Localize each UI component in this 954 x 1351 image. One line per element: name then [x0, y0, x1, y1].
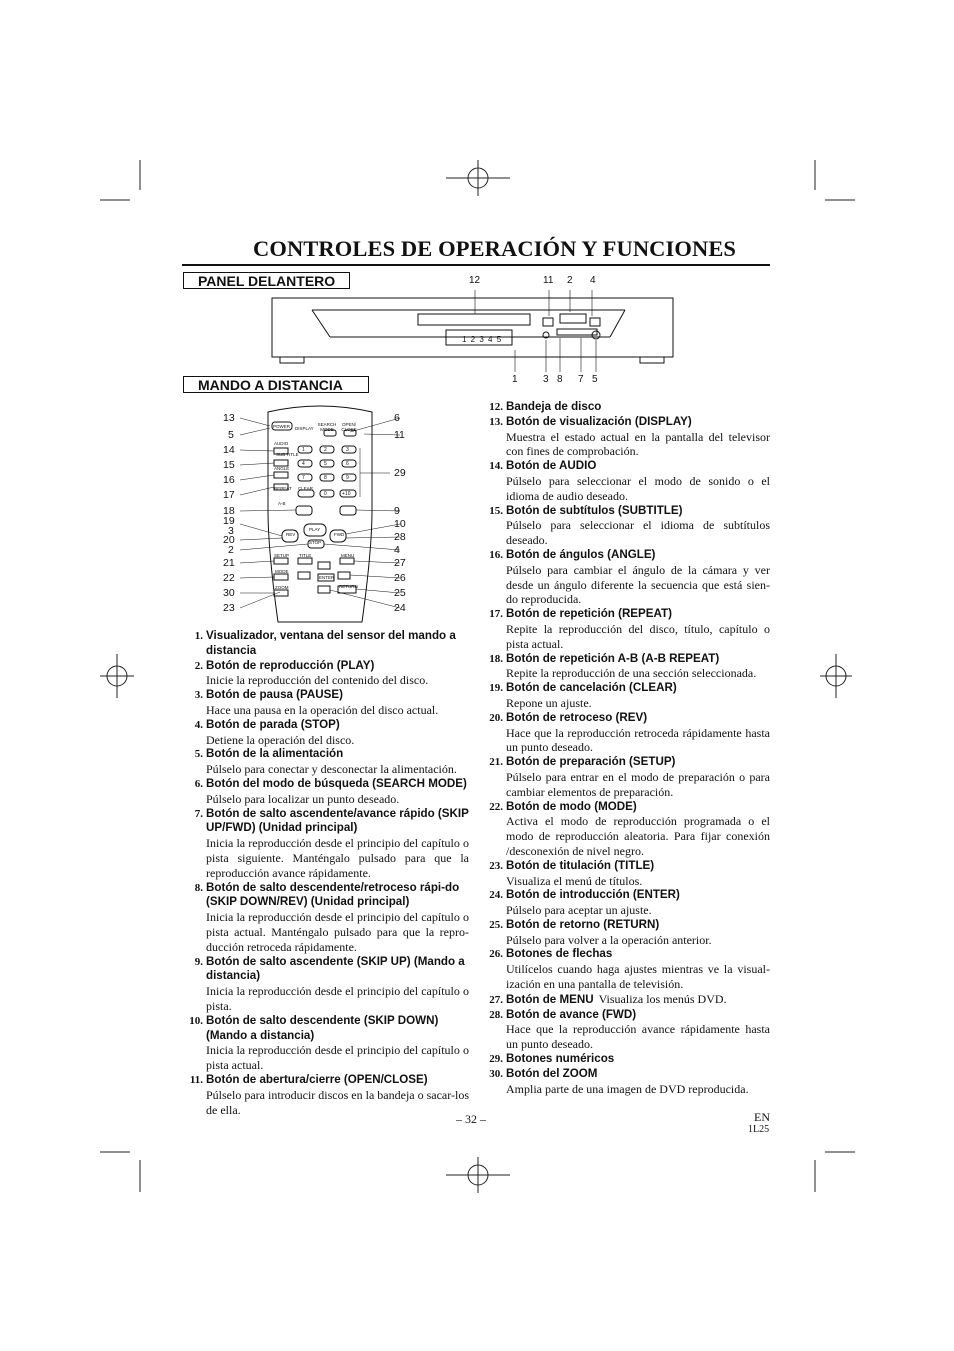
callout-front-12: 12 — [469, 275, 481, 286]
description-item — [483, 888, 770, 918]
item-title: Botón de salto ascendente/avance rápido (SKIP UP/FWD) (Unidad principal) — [206, 806, 469, 835]
item-title: Botón de pausa (PAUSE) — [206, 688, 343, 702]
callout-front-1: 1 — [512, 374, 518, 385]
item-title: Botones de flechas — [506, 947, 613, 961]
item-number: 10. — [189, 1014, 203, 1027]
remote-label-zero: 0 — [324, 491, 327, 497]
item-title: Botón de retroceso (REV) — [506, 710, 648, 724]
item-description: Inicia la reproducción desde el principio del capítulo o pista siguiente. Manténgalo pulsado para que la reproducción avance rápidamente. — [206, 836, 469, 880]
item-description: Detiene la operación del disco. — [206, 732, 355, 747]
remote-label-return: RETURN — [339, 584, 358, 589]
remote-label-mode: MODE — [275, 569, 289, 574]
callout-remote-10: 10 — [394, 518, 406, 530]
description-item — [483, 992, 770, 1008]
item-number: 9. — [194, 955, 203, 968]
front-panel-illustration — [270, 282, 690, 372]
item-description: Púlselo para cambiar el ángulo de la cámara y ver desde un ángulo diferente la secuencia que está sien-do reproducida. — [506, 562, 770, 607]
callout-remote-18: 18 — [223, 505, 235, 517]
item-description: Inicia la reproducción desde el principio del capítulo o pista. — [206, 984, 469, 1013]
item-heading — [483, 681, 770, 696]
remote-label-power: POWER — [273, 424, 291, 429]
item-heading — [183, 881, 469, 911]
item-description: Muestra el estado actual en la pantalla del televisor con fines de comprobación. — [506, 429, 770, 459]
item-description: Utilícelos cuando haga ajustes mientras ve la visual-ización en una pantalla de televisión. — [506, 962, 770, 992]
item-heading — [483, 918, 770, 933]
display-readout: 1 2 3 4 5 — [462, 335, 503, 344]
section-remote: MANDO A DISTANCIA — [183, 376, 369, 393]
page-number: – 32 – — [456, 1112, 486, 1126]
remote-digit-2: 2 — [324, 447, 327, 453]
item-heading — [483, 548, 770, 563]
item-description: Amplia parte de una imagen de DVD reproducida. — [506, 1081, 749, 1096]
remote-label-rev: REV — [286, 532, 296, 537]
callout-remote-14: 14 — [223, 444, 235, 456]
item-heading — [483, 947, 770, 962]
callout-remote-4: 4 — [394, 544, 400, 556]
description-item — [483, 711, 770, 755]
description-item — [183, 688, 469, 718]
callout-remote-3: 3 — [228, 525, 234, 537]
callout-front-5: 5 — [592, 374, 598, 385]
callout-front-3: 3 — [543, 374, 549, 385]
item-description: Hace una pausa en la operación del disco actual. — [206, 702, 439, 717]
description-item — [483, 652, 770, 682]
item-number: 17. — [489, 608, 503, 621]
item-heading — [183, 629, 469, 659]
item-title: Botón de retorno (RETURN) — [506, 917, 660, 931]
item-number: 15. — [489, 504, 503, 517]
item-title: Botón de abertura/cierre (OPEN/CLOSE) — [206, 1072, 428, 1086]
item-title: Botón de repetición A-B (A-B REPEAT) — [506, 651, 720, 665]
item-number: 1. — [194, 630, 203, 642]
callout-remote-25: 25 — [394, 587, 406, 599]
item-title: Botón de cancelación (CLEAR) — [506, 681, 677, 695]
language-code: EN — [754, 1110, 770, 1124]
callout-front-7: 7 — [578, 374, 584, 385]
item-heading — [183, 1073, 469, 1088]
remote-illustration — [240, 400, 400, 630]
remote-digit-1: 1 — [302, 447, 305, 453]
remote-label-fwd: FWD — [334, 532, 345, 537]
item-number: 5. — [194, 748, 203, 761]
description-item — [183, 659, 469, 689]
item-heading — [483, 607, 770, 622]
item-title: Visualizador, ventana del sensor del mando a distancia — [206, 629, 456, 657]
description-item — [483, 415, 770, 459]
callout-remote-9: 9 — [394, 505, 400, 517]
item-title: Botón de introducción (ENTER) — [506, 888, 680, 902]
remote-label-zoom: ZOOM — [275, 585, 289, 590]
right-column — [483, 400, 770, 1096]
item-title: Botón de MENU — [506, 992, 594, 1006]
callout-remote-23: 23 — [223, 602, 235, 614]
item-number: 8. — [194, 881, 203, 894]
description-item — [483, 947, 770, 991]
remote-label-menu: MENU — [341, 553, 355, 558]
item-title: Botón de ángulos (ANGLE) — [506, 547, 656, 561]
item-heading — [483, 711, 770, 726]
item-title: Botón de la alimentación — [206, 747, 344, 761]
item-description: Inicie la reproducción del contenido del disco. — [206, 673, 429, 688]
description-item — [183, 1014, 469, 1073]
callout-remote-27: 27 — [394, 557, 406, 569]
callout-remote-19: 19 — [223, 515, 235, 527]
item-heading — [483, 1052, 770, 1067]
description-item — [483, 755, 770, 799]
callout-front-4: 4 — [590, 275, 596, 286]
description-item — [183, 1073, 469, 1117]
remote-digit-7: 7 — [302, 475, 305, 481]
item-title: Botón de salto descendente (SKIP DOWN) (Mando a distancia) — [206, 1013, 439, 1042]
item-title: Botón del modo de búsqueda (SEARCH MODE) — [206, 776, 467, 790]
item-heading — [483, 415, 770, 430]
item-title: Botón de avance (FWD) — [506, 1007, 637, 1021]
item-number: 12. — [489, 401, 503, 413]
item-number: 24. — [489, 889, 503, 902]
description-item — [183, 718, 469, 748]
remote-label-setup: SETUP — [274, 553, 290, 558]
item-number: 28. — [489, 1008, 503, 1021]
remote-digit-8: 8 — [324, 475, 327, 481]
item-heading — [183, 688, 469, 703]
description-item — [183, 807, 469, 881]
callout-remote-16: 16 — [223, 474, 235, 486]
item-number: 27. — [489, 993, 503, 1006]
item-heading — [483, 888, 770, 903]
item-number: 23. — [489, 859, 503, 872]
remote-digit-4: 4 — [302, 461, 305, 467]
item-number: 13. — [489, 415, 503, 428]
item-heading — [483, 652, 770, 667]
item-title: Botones numéricos — [506, 1052, 615, 1066]
item-description: Repone un ajuste. — [506, 695, 592, 710]
callout-remote-30: 30 — [223, 587, 235, 599]
description-item — [483, 1052, 770, 1067]
document-code: 1L25 — [748, 1124, 770, 1135]
left-column — [183, 629, 469, 1117]
callout-remote-28: 28 — [394, 531, 406, 543]
item-description: Inicia la reproducción desde el principio del capítulo o pista actual. — [206, 1043, 469, 1073]
item-description: Púlselo para conectar y desconectar la alimentación. — [206, 762, 457, 777]
callout-remote-20: 20 — [223, 534, 235, 546]
item-heading — [183, 777, 469, 792]
item-description: Repite la reproducción de una sección seleccionada. — [506, 666, 757, 681]
item-description: Púlselo para volver a la operación anterior. — [506, 932, 712, 947]
item-heading — [483, 504, 770, 519]
item-number: 2. — [194, 659, 203, 672]
callout-remote-2: 2 — [228, 544, 234, 556]
item-number: 6. — [194, 777, 203, 790]
remote-label-title: TITLE — [299, 553, 312, 558]
remote-label-ab: A-B — [278, 501, 286, 506]
item-number: 14. — [489, 460, 503, 473]
item-heading — [483, 859, 770, 874]
description-item — [483, 400, 770, 415]
remote-label-display: DISPLAY — [295, 426, 314, 431]
item-heading — [183, 955, 469, 985]
description-item — [483, 504, 770, 548]
item-heading — [483, 1067, 770, 1082]
item-heading — [483, 800, 770, 815]
item-description: Púlselo para seleccionar el modo de sonido o el idioma de audio deseado. — [506, 473, 770, 503]
remote-digit-3: 3 — [346, 447, 349, 453]
item-title: Botón de AUDIO — [506, 459, 597, 473]
item-heading — [483, 755, 770, 770]
item-heading — [183, 718, 469, 733]
callout-front-8: 8 — [557, 374, 563, 385]
description-item — [483, 459, 770, 503]
item-description: Activa el modo de reproducción programada o el modo de reproducción aleatoria. Para fijar conexión /desconexión de nivel negro. — [506, 814, 770, 858]
remote-label-enter: ENTER — [319, 575, 335, 580]
item-number: 29. — [489, 1053, 503, 1066]
callout-remote-24: 24 — [394, 602, 406, 614]
callout-front-2: 2 — [567, 275, 573, 286]
callout-remote-13: 13 — [223, 412, 235, 424]
callout-front-11: 11 — [543, 275, 554, 286]
description-item — [183, 955, 469, 1014]
remote-label-clear: CLEAR — [298, 486, 314, 491]
item-title: Botón de reproducción (PLAY) — [206, 658, 375, 672]
description-item — [483, 918, 770, 948]
description-item — [483, 548, 770, 607]
item-inline-description: Visualiza los menús DVD. — [598, 991, 727, 1006]
remote-label-repeat: REPEAT — [274, 486, 292, 491]
item-number: 11. — [189, 1073, 203, 1086]
item-heading — [183, 659, 469, 674]
section-front-panel: PANEL DELANTERO — [183, 272, 350, 289]
description-item — [183, 881, 469, 955]
item-description: Inicia la reproducción desde el principio del capítulo o pista actual. Manténgalo pulsado para que la repro-ducción retroceda rápidamente. — [206, 910, 469, 954]
item-title: Botón de titulación (TITLE) — [506, 858, 655, 872]
item-number: 22. — [489, 800, 503, 813]
remote-digit-5: 5 — [324, 461, 327, 467]
description-item — [483, 1008, 770, 1052]
callout-remote-5: 5 — [228, 429, 234, 441]
item-heading — [483, 1008, 770, 1023]
callout-remote-11: 11 — [394, 429, 405, 441]
page-title: CONTROLES DE OPERACIÓN Y FUNCIONES — [253, 236, 737, 261]
callout-remote-6: 6 — [394, 412, 400, 424]
callout-remote-26: 26 — [394, 572, 406, 584]
item-number: 20. — [489, 711, 503, 724]
item-description: Púlselo para seleccionar el idioma de subtítulos deseado. — [506, 518, 770, 548]
item-title: Botón de subtítulos (SUBTITLE) — [506, 503, 683, 517]
remote-label-search: SEARCH MODE — [317, 422, 337, 432]
item-heading — [483, 459, 770, 474]
item-heading — [483, 992, 770, 1008]
item-heading — [483, 400, 770, 415]
item-number: 19. — [489, 682, 503, 695]
item-heading — [183, 1014, 469, 1044]
item-title: Botón del ZOOM — [506, 1066, 598, 1080]
item-number: 16. — [489, 548, 503, 561]
remote-digit-9: 9 — [346, 475, 349, 481]
callout-remote-15: 15 — [223, 459, 235, 471]
description-item — [483, 1067, 770, 1097]
item-title: Bandeja de disco — [506, 400, 602, 413]
item-title: Botón de visualización (DISPLAY) — [506, 414, 692, 428]
description-item — [483, 607, 770, 651]
callout-remote-17: 17 — [223, 489, 235, 501]
item-description: Hace que la reproducción retroceda rápidamente hasta un punto deseado. — [506, 725, 770, 755]
item-title: Botón de modo (MODE) — [506, 799, 637, 813]
callout-remote-21: 21 — [223, 557, 235, 569]
item-title: Botón de parada (STOP) — [206, 717, 340, 731]
remote-label-play: PLAY — [309, 527, 321, 532]
description-item — [483, 859, 770, 889]
description-item — [483, 800, 770, 859]
item-number: 4. — [194, 718, 203, 731]
item-number: 7. — [194, 807, 203, 820]
item-number: 21. — [489, 756, 503, 769]
item-heading — [183, 807, 469, 837]
remote-label-subtitle: SUB TITLE — [276, 452, 299, 457]
title-rule — [182, 264, 770, 266]
item-description: Púlselo para aceptar un ajuste. — [506, 903, 652, 918]
item-number: 25. — [489, 918, 503, 931]
item-description: Repite la reproducción del disco, título, capítulo o pista actual. — [506, 621, 770, 651]
remote-digit-6: 6 — [346, 461, 349, 467]
item-number: 3. — [194, 689, 203, 702]
item-description: Visualiza el menú de títulos. — [506, 873, 643, 888]
item-description: Hace que la reproducción avance rápidamente hasta un punto deseado. — [506, 1022, 770, 1052]
item-title: Botón de repetición (REPEAT) — [506, 607, 672, 621]
callout-remote-29: 29 — [394, 467, 406, 479]
description-item — [183, 629, 469, 659]
remote-label-open: OPEN/ CLOSE — [341, 422, 357, 432]
remote-label-angle: ANGLE — [274, 466, 290, 471]
description-item — [183, 747, 469, 777]
description-item — [183, 777, 469, 807]
item-number: 30. — [489, 1067, 503, 1080]
item-description: Púlselo para introducir discos en la bandeja o sacar-los de ella. — [206, 1087, 470, 1117]
item-title: Botón de preparación (SETUP) — [506, 755, 676, 769]
item-description: Púlselo para localizar un punto deseado. — [206, 791, 400, 806]
item-title: Botón de salto descendente/retroceso rápi-do (SKIP DOWN/REV) (Unidad principal) — [206, 880, 460, 909]
callout-remote-22: 22 — [223, 572, 235, 584]
description-item — [483, 681, 770, 711]
item-description: Púlselo para entrar en el modo de preparación o para cambiar elementos de preparación. — [506, 769, 770, 799]
item-heading — [183, 747, 469, 762]
remote-label-plus10: +10 — [342, 491, 351, 497]
item-number: 18. — [489, 652, 503, 665]
item-number: 26. — [489, 948, 503, 961]
remote-label-audio: AUDIO — [274, 441, 289, 446]
remote-label-stop: STOP — [309, 540, 322, 545]
item-title: Botón de salto ascendente (SKIP UP) (Mando a distancia) — [206, 954, 465, 983]
